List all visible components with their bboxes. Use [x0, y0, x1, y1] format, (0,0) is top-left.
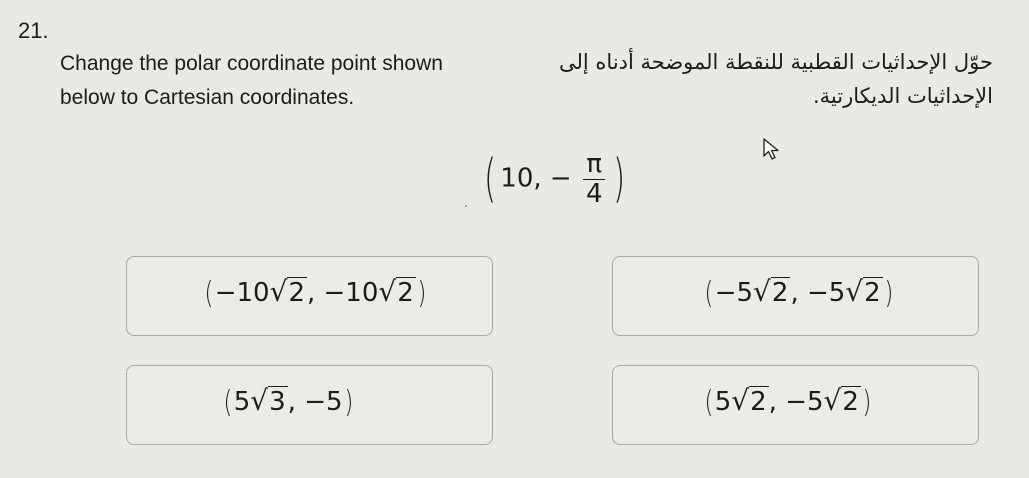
x-coefficient: 5 — [714, 387, 732, 417]
left-paren: ( — [704, 385, 714, 420]
choice-c[interactable] — [126, 365, 493, 445]
radical-sign: √ — [250, 384, 269, 417]
angle-denominator: 4 — [585, 178, 603, 209]
right-paren: ) — [417, 276, 427, 311]
radical-sign: √ — [823, 384, 842, 417]
left-paren: ( — [223, 385, 233, 420]
question-text-arabic-line2: الإحداثيات الديكارتية. — [812, 84, 993, 108]
sqrt — [250, 384, 287, 417]
sqrt — [845, 275, 882, 308]
angle-numerator: π — [583, 150, 605, 180]
question-text-arabic-line1: حوّل الإحداثيات القطبية للنقطة الموضحة أدناه إلى — [559, 50, 993, 74]
question-number: 21. — [18, 18, 49, 43]
choice-b[interactable] — [612, 256, 979, 336]
radicand: 2 — [397, 278, 414, 308]
sqrt — [823, 384, 861, 417]
radicand: 2 — [864, 278, 881, 308]
sqrt — [378, 275, 415, 308]
radical-sign: √ — [378, 275, 397, 308]
separator: , — [287, 387, 296, 417]
point-marker — [465, 205, 467, 207]
radicand: 3 — [269, 387, 286, 417]
angle-sign: − — [549, 163, 572, 194]
radicand: 2 — [842, 387, 859, 417]
polar-r: 10, — [500, 163, 542, 194]
y-coefficient: −5 — [785, 387, 824, 417]
radicand: 2 — [288, 278, 305, 308]
choice-d[interactable] — [612, 365, 979, 445]
radical-sign: √ — [269, 275, 288, 308]
question-text-english-line1: Change the polar coordinate point shown — [60, 52, 443, 75]
sqrt — [269, 275, 307, 308]
choice-a-expression — [203, 275, 428, 311]
y-coefficient: −5 — [806, 278, 846, 308]
sqrt — [753, 275, 790, 308]
y-value: −5 — [304, 387, 343, 417]
separator: , — [768, 387, 777, 417]
radical-sign: √ — [845, 275, 864, 308]
radical-sign: √ — [731, 384, 750, 417]
radical-sign: √ — [753, 275, 771, 308]
radicand: 2 — [750, 387, 767, 417]
left-paren: ( — [204, 276, 214, 311]
choice-d-expression — [703, 384, 873, 420]
x-coefficient: −10 — [214, 278, 270, 308]
sqrt — [731, 384, 768, 417]
x-coefficient: 5 — [233, 387, 251, 417]
polar-point — [480, 150, 629, 208]
right-paren: ) — [884, 276, 893, 311]
right-paren: ) — [862, 385, 872, 420]
mouse-pointer-icon — [763, 138, 781, 160]
right-paren: ) — [343, 385, 353, 420]
choice-a[interactable] — [126, 256, 493, 336]
question-text-english-line2: below to Cartesian coordinates. — [60, 86, 355, 109]
left-paren: ( — [484, 149, 497, 210]
y-coefficient: −10 — [323, 278, 379, 308]
x-coefficient: −5 — [714, 278, 754, 308]
choice-c-expression — [222, 384, 354, 420]
right-paren: ) — [612, 149, 625, 210]
left-paren: ( — [704, 276, 714, 311]
angle-fraction — [583, 150, 606, 208]
separator: , — [790, 278, 799, 308]
choice-b-expression — [703, 275, 894, 311]
radicand: 2 — [771, 278, 789, 308]
separator: , — [306, 278, 316, 308]
